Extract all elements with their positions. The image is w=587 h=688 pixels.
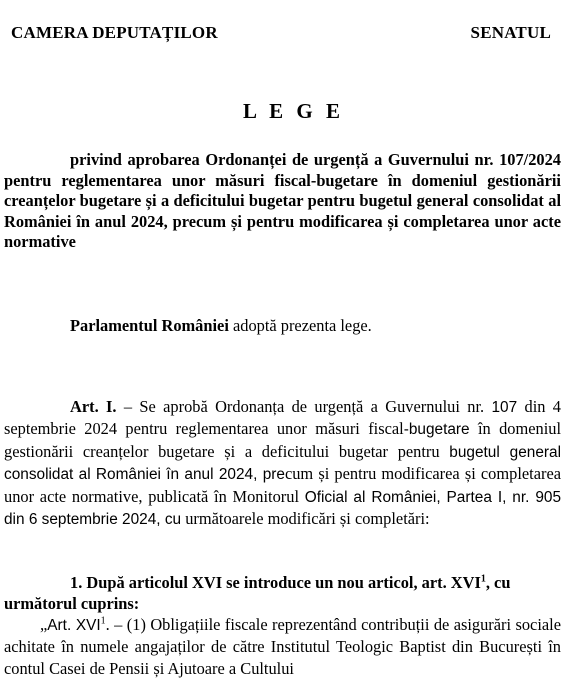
article-xvi1-label: Art. XVI <box>47 617 101 634</box>
point-1-sup: 1 <box>480 573 486 585</box>
article-1-text-1: – Se aprobă Ordonanța de urgență a Guvernului nr. <box>116 397 492 416</box>
article-1-label: Art. I. <box>70 397 117 416</box>
article-1-text-7: Oficial al României, Partea I, nr. 905 din 6 septembrie 2024, cu <box>4 488 562 529</box>
adoption-formula <box>70 316 372 336</box>
article-1-text-2: din 4 septembrie 2024 pentru reglementarea unor măsuri fiscal <box>4 397 561 439</box>
point-1-text: 1. După articolul XVI se introduce un nou articol, art. XVI <box>70 573 481 592</box>
article-1-text-8: următoarele modificări și completări: <box>181 509 430 529</box>
article-1-text-6: cum și pentru modificarea și completarea unor acte normative, publicată în Monitorul <box>4 464 561 506</box>
article-1-text-5: bugetul general consolidat al României în anul 2024, pre <box>4 443 561 484</box>
article-xvi1 <box>4 614 561 679</box>
article-xvi1-body: . – (1) Obligațiile fiscale reprezentând contribuții de asigurări sociale achitate în numele angajaților de către Institutul Teologic Baptist din București în contul Casei de Pensii și Ajutoare a Cultului <box>4 615 561 678</box>
parliament-name: Parlamentul României <box>70 316 229 335</box>
article-1 <box>4 396 561 530</box>
senate-header: SENATUL <box>470 23 551 42</box>
article-1-number: 107 <box>491 399 518 416</box>
adoption-text: adoptă prezenta lege. <box>228 316 372 335</box>
article-1-text-3: -bugetare <box>403 421 470 439</box>
opening-quote: „ <box>40 615 48 634</box>
point-1-heading <box>4 573 561 614</box>
law-subject: privind aprobarea Ordonanței de urgență a Guvernului nr. 107/2024 pentru reglementarea unor măsuri fiscal-bugetare în domeniul gestionării creanțelor bugetare și a deficitului bugetar pentru bugetul general consolidat al României în anul 2024, precum și pentru modificarea și completarea unor acte normative <box>4 150 561 252</box>
article-1-text-4: în domeniul gestionării creanțelor bugetare și a deficitului bugetar pentru <box>4 419 561 461</box>
point-1-text-2: , cu următorul cuprins: <box>4 573 511 613</box>
chamber-of-deputies-header: CAMERA DEPUTAȚILOR <box>11 23 218 42</box>
article-xvi1-sup: 1 <box>100 615 106 627</box>
law-title: L E G E <box>243 99 344 123</box>
